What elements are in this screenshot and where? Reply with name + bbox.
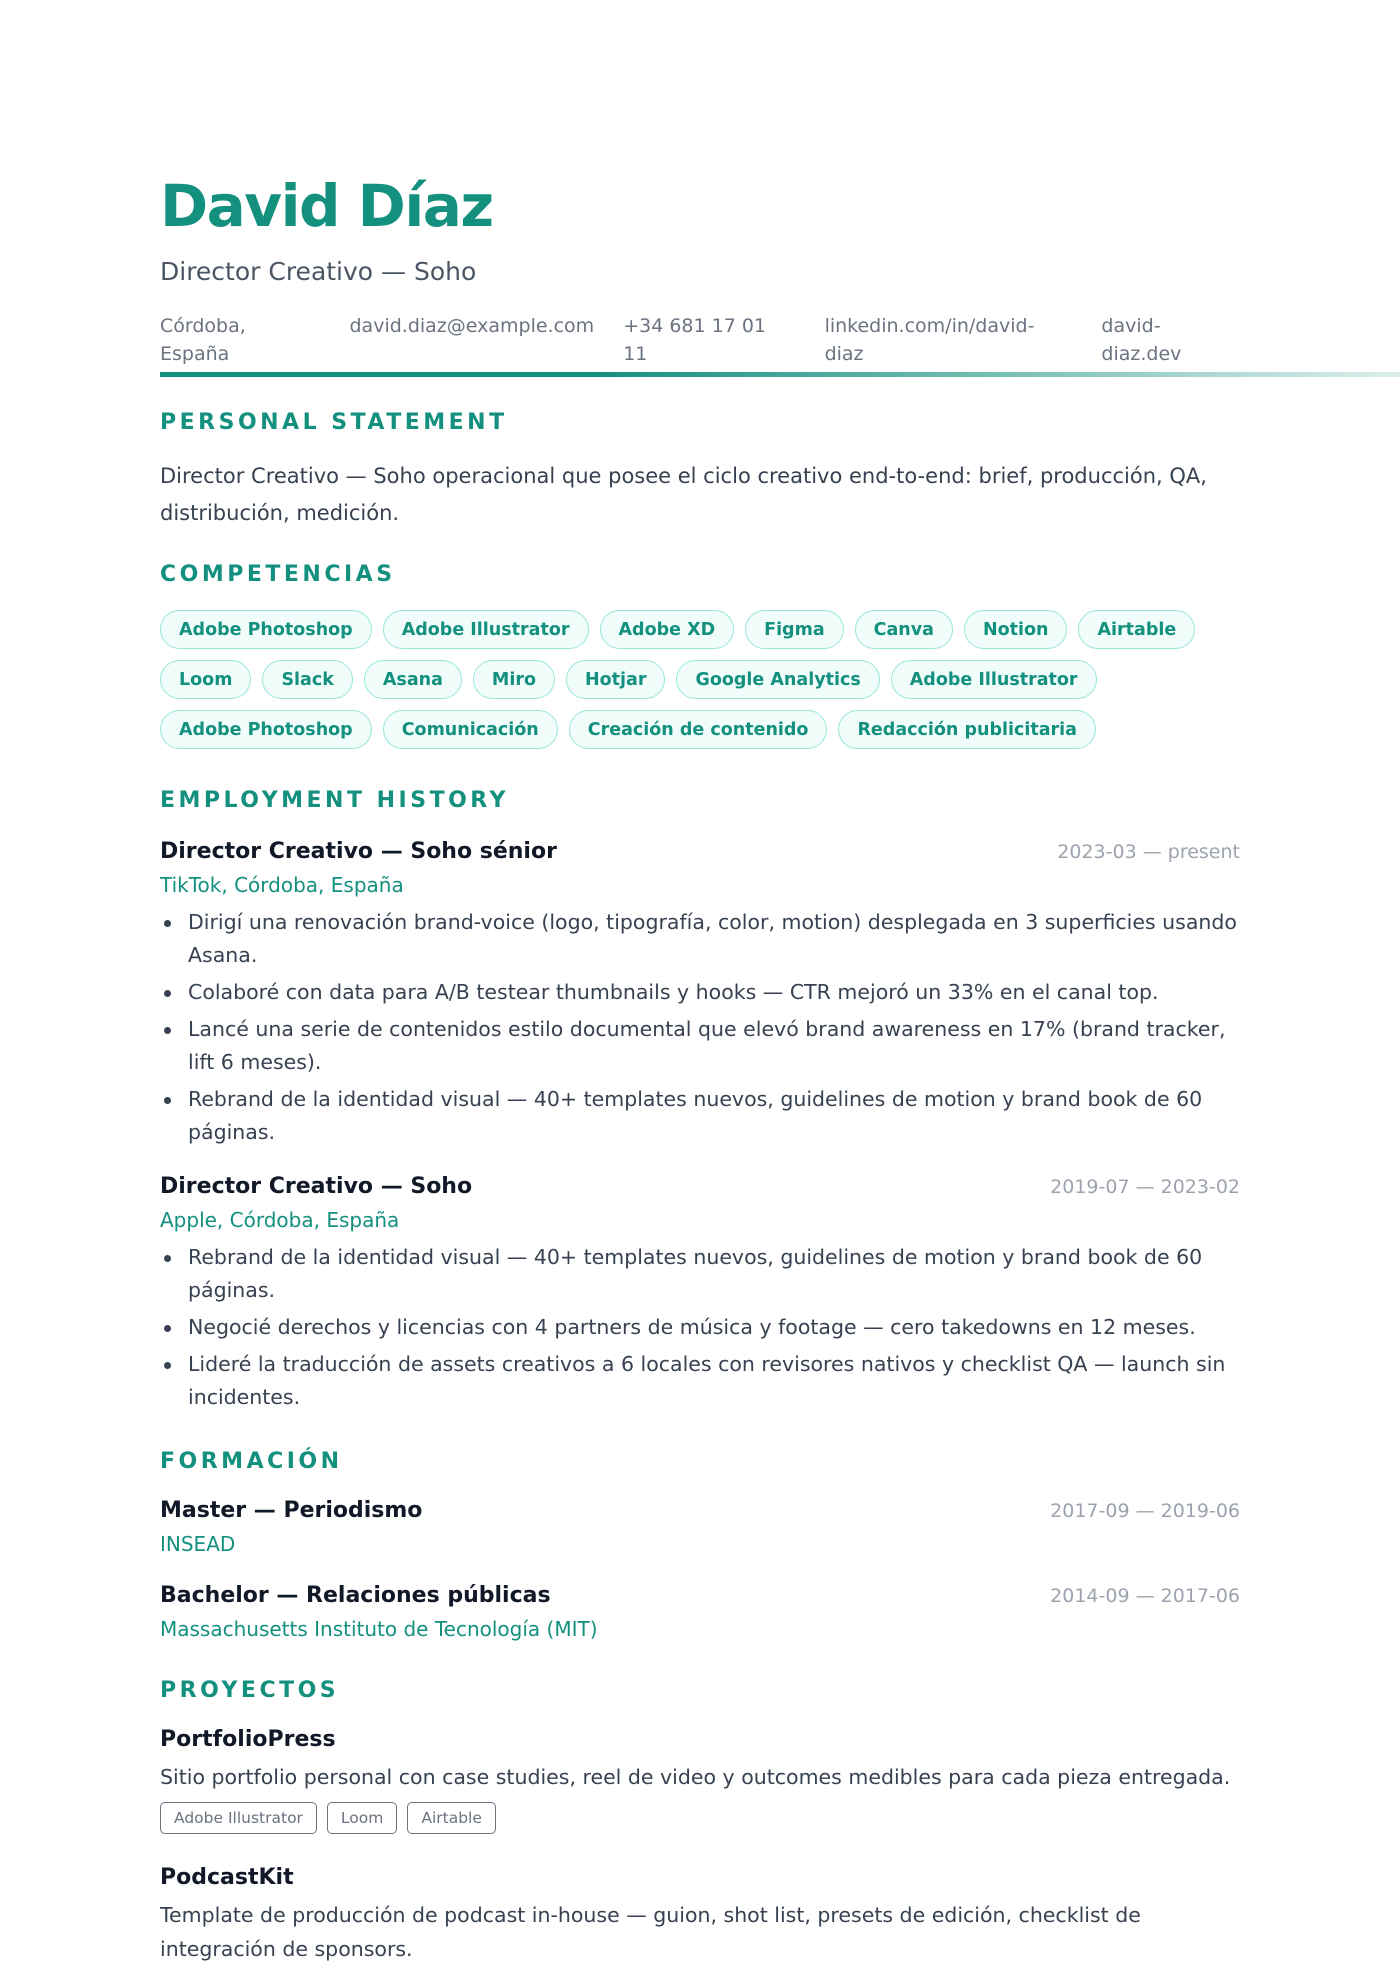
education-header [160, 1495, 1240, 1527]
job-bullet: Rebrand de la identidad visual — 40+ templates nuevos, guidelines de motion y brand book de 60 páginas. [160, 1241, 1240, 1307]
contact-email[interactable]: david.diaz@example.com [349, 315, 595, 337]
skill-chip: Adobe Photoshop [160, 610, 372, 649]
section-title-education: FORMACIÓN [160, 1449, 343, 1474]
education-header [160, 1580, 1240, 1612]
contact-website[interactable]: david-diaz.dev [1101, 315, 1182, 365]
job-entry [160, 836, 1240, 1153]
skills-row [160, 660, 1240, 699]
skill-chip: Adobe Photoshop [160, 710, 372, 749]
job-entry [160, 1171, 1240, 1418]
job-bullet: Rebrand de la identidad visual — 40+ templates nuevos, guidelines de motion y brand book de 60 páginas. [160, 1083, 1240, 1149]
skill-chip: Creación de contenido [569, 710, 828, 749]
project-entry [160, 1862, 1240, 1966]
job-header [160, 1171, 1240, 1203]
job-company: TikTok, Córdoba, España [160, 873, 404, 897]
skill-chip: Airtable [1078, 610, 1195, 649]
skill-chip: Comunicación [383, 710, 558, 749]
contact-row [160, 312, 1240, 368]
skills-list [160, 610, 1240, 760]
job-bullet: Dirigí una renovación brand-voice (logo, tipografía, color, motion) desplegada en 3 superficies usando Asana. [160, 906, 1240, 972]
skill-chip: Adobe Illustrator [383, 610, 589, 649]
skill-chip: Miro [473, 660, 555, 699]
skill-chip: Loom [160, 660, 251, 699]
section-title-projects: PROYECTOS [160, 1678, 340, 1703]
education-entry [160, 1495, 1240, 1559]
job-dates: 2023-03 — present [1057, 841, 1240, 863]
section-title-statement: PERSONAL STATEMENT [160, 410, 508, 435]
job-title: Director Creativo — Soho [160, 1174, 473, 1199]
skill-chip: Adobe XD [600, 610, 735, 649]
education-degree: Bachelor — Relaciones públicas [160, 1583, 551, 1608]
job-dates: 2019-07 — 2023-02 [1050, 1176, 1240, 1198]
skill-chip: Asana [364, 660, 462, 699]
project-entry [160, 1724, 1240, 1834]
project-tag: Adobe Illustrator [160, 1802, 317, 1834]
project-tag: Loom [327, 1802, 397, 1834]
education-dates: 2014-09 — 2017-06 [1050, 1585, 1240, 1607]
contact-phone[interactable]: +34 681 17 01 11 [623, 315, 767, 365]
job-bullet: Colaboré con data para A/B testear thumbnails y hooks — CTR mejoró un 33% en el canal top. [160, 976, 1240, 1009]
job-bullet: Negocié derechos y licencias con 4 partners de música y footage — cero takedowns en 12 meses. [160, 1311, 1240, 1344]
skill-chip: Adobe Illustrator [891, 660, 1097, 699]
candidate-name: David Díaz [160, 172, 493, 240]
job-title: Director Creativo — Soho sénior [160, 839, 557, 864]
project-description: Template de producción de podcast in-house — guion, shot list, presets de edición, checklist de integración de sponsors. [160, 1903, 1141, 1961]
skill-chip: Slack [262, 660, 352, 699]
project-tag: Airtable [407, 1802, 496, 1834]
education-entry [160, 1580, 1240, 1644]
education-school: INSEAD [160, 1532, 236, 1556]
contact-linkedin[interactable]: linkedin.com/in/david-diaz [824, 315, 1035, 365]
job-bullet: Lancé una serie de contenidos estilo documental que elevó brand awareness en 17% (brand tracker, lift 6 meses). [160, 1013, 1240, 1079]
section-title-employment: EMPLOYMENT HISTORY [160, 788, 509, 813]
skill-chip: Notion [964, 610, 1068, 649]
resume-header [160, 170, 1240, 368]
job-bullet: Lideré la traducción de assets creativos a 6 locales con revisores nativos y checklist QA — launch sin incidentes. [160, 1348, 1240, 1414]
project-title: PortfolioPress [160, 1727, 336, 1752]
job-bullets [160, 906, 1240, 1149]
job-bullets [160, 1241, 1240, 1414]
education-degree: Master — Periodismo [160, 1498, 423, 1523]
skill-chip: Figma [745, 610, 844, 649]
personal-statement: Director Creativo — Soho operacional que posee el ciclo creativo end-to-end: brief, producción, QA, distribución, medición. [160, 464, 1207, 525]
education-school: Massachusetts Instituto de Tecnología (MIT) [160, 1617, 598, 1641]
skill-chip: Hotjar [566, 660, 665, 699]
project-description: Sitio portfolio personal con case studies, reel de video y outcomes medibles para cada pieza entregada. [160, 1765, 1231, 1789]
project-title: PodcastKit [160, 1865, 294, 1890]
skill-chip: Google Analytics [676, 660, 879, 699]
education-dates: 2017-09 — 2019-06 [1050, 1500, 1240, 1522]
skills-row [160, 710, 1240, 749]
candidate-subtitle: Director Creativo — Soho [160, 257, 477, 286]
skill-chip: Canva [855, 610, 953, 649]
project-tags [160, 1802, 1240, 1834]
header-divider [160, 372, 1400, 377]
job-header [160, 836, 1240, 868]
skill-chip: Redacción publicitaria [838, 710, 1096, 749]
skills-row [160, 610, 1240, 649]
job-company: Apple, Córdoba, España [160, 1208, 400, 1232]
section-title-skills: COMPETENCIAS [160, 562, 396, 587]
contact-location: Córdoba, España [160, 315, 246, 365]
